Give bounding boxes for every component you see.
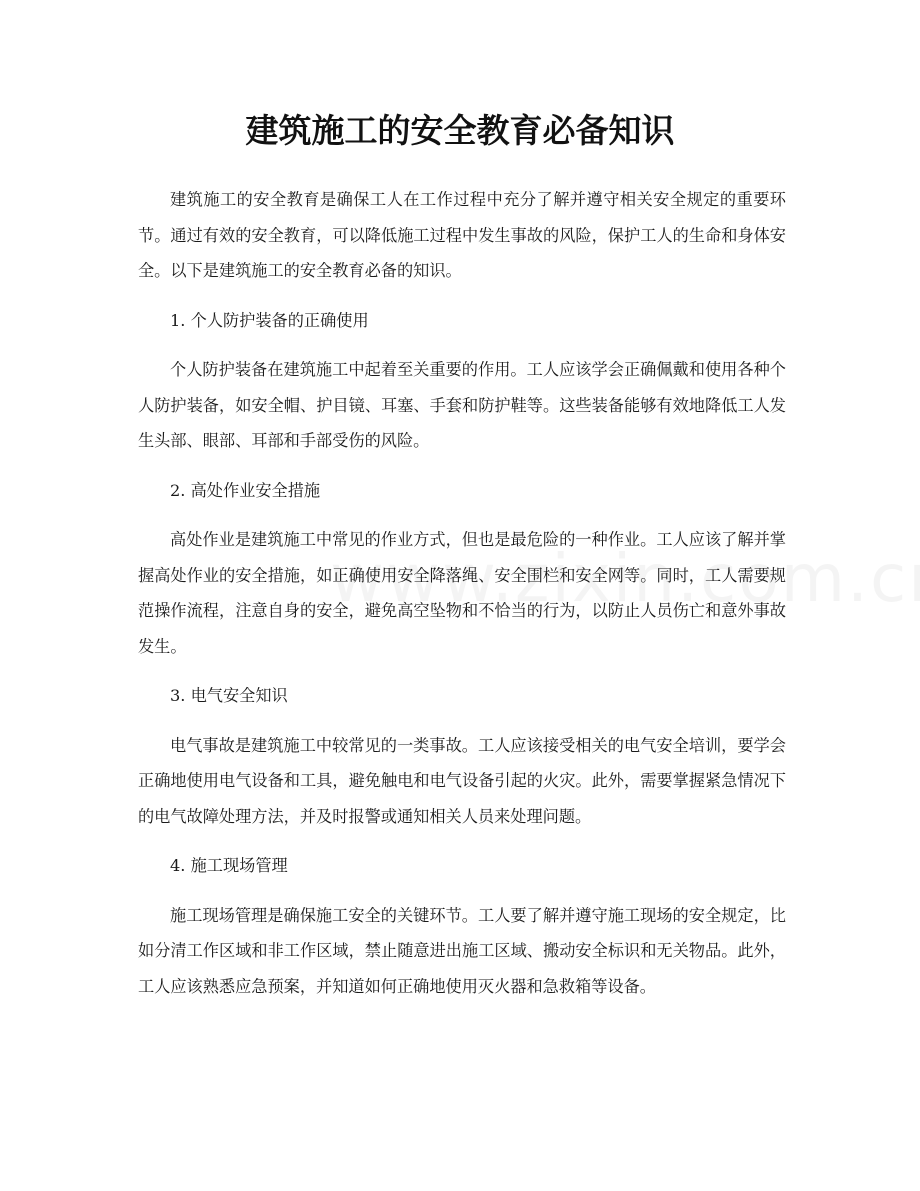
section-heading-2: 2. 高处作业安全措施 bbox=[170, 480, 321, 500]
section-body-4: 施工现场管理是确保施工安全的关键环节。工人要了解并遵守施工现场的安全规定，比如分清工作区域和非工作区域，禁止随意进出施工区域、搬动安全标识和无关物品。此外，工人应该熟悉应急预案，并知道如何正确地使用灭火器和急救箱等设备。 bbox=[138, 905, 786, 996]
section-body-3: 电气事故是建筑施工中较常见的一类事故。工人应该接受相关的电气安全培训，要学会正确地使用电气设备和工具，避免触电和电气设备引起的火灾。此外，需要掌握紧急情况下的电气故障处理方法，并及时报警或通知相关人员来处理问题。 bbox=[138, 735, 786, 826]
intro-paragraph: 建筑施工的安全教育是确保工人在工作过程中充分了解并遵守相关安全规定的重要环节。通过有效的安全教育，可以降低施工过程中发生事故的风险，保护工人的生命和身体安全。以下是建筑施工的安全教育必备的知识。 bbox=[138, 190, 786, 280]
section-body-1: 个人防护装备在建筑施工中起着至关重要的作用。工人应该学会正确佩戴和使用各种个人防护装备，如安全帽、护目镜、耳塞、手套和防护鞋等。这些装备能够有效地降低工人发生头部、眼部、耳部和手部受伤的风险。 bbox=[138, 360, 786, 450]
section-heading-4: 4. 施工现场管理 bbox=[170, 856, 288, 875]
section-heading-3: 3. 电气安全知识 bbox=[170, 686, 288, 705]
section-body-2: 高处作业是建筑施工中常见的作业方式，但也是最危险的一种作业。工人应该了解并掌握高处作业的安全措施，如正确使用安全降落绳、安全围栏和安全网等。同时，工人需要规范操作流程，注意自身的安全，避免高空坠物和不恰当的行为，以防止人员伤亡和意外事故发生。 bbox=[138, 530, 786, 656]
section-heading-1: 1. 个人防护装备的正确使用 bbox=[170, 310, 369, 330]
document-title: 建筑施工的安全教育必备知识 bbox=[245, 111, 675, 150]
document-body bbox=[138, 182, 786, 1004]
